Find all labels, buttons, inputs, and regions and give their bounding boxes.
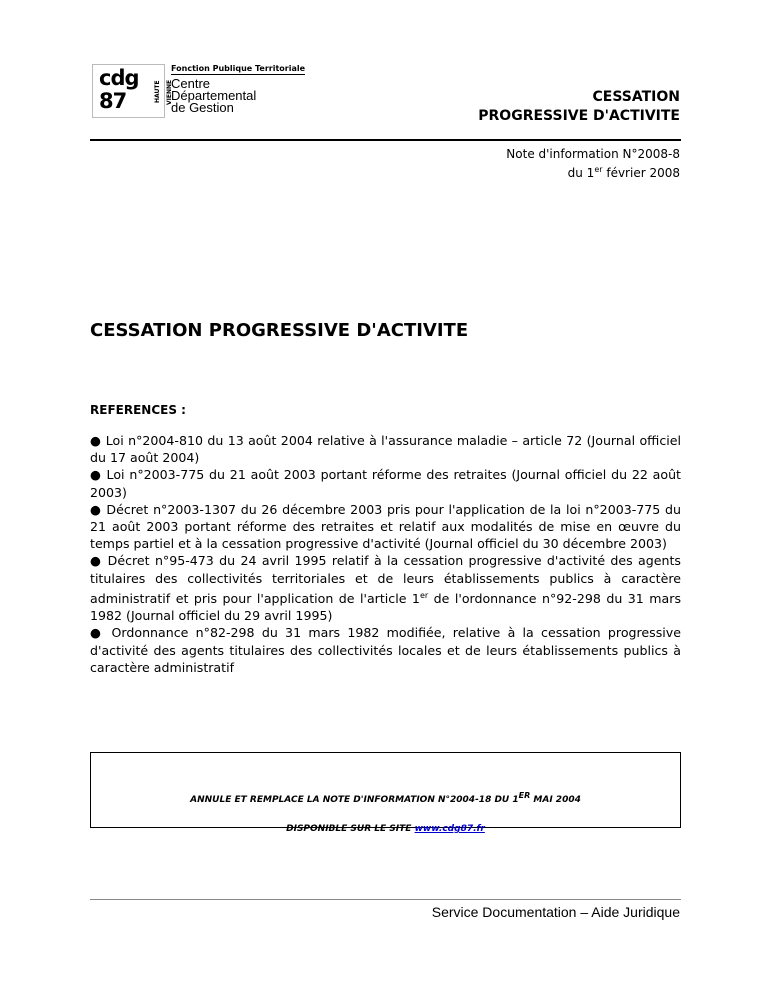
- website-link[interactable]: www.cdg87.fr: [414, 824, 485, 834]
- note-date-rest: février 2008: [602, 166, 680, 180]
- logo-org-line: Fonction Publique Territoriale: [171, 64, 306, 73]
- logo-vertical-text: HAUTE VIENNE: [154, 79, 173, 105]
- notice-replaces-text-end: MAI 2004: [530, 795, 581, 805]
- reference-item: ● Ordonnance n°82-298 du 31 mars 1982 modifiée, relative à la cessation progressive d'activité des agents titulaires des collectivités locales et de leurs établissements publics à caractère administratif: [90, 625, 681, 675]
- header-title-line2: PROGRESSIVE D'ACTIVITE: [478, 108, 680, 124]
- notice-availability: [91, 824, 680, 834]
- note-date-prefix: du 1: [567, 166, 595, 180]
- footer-text: Service Documentation – Aide Juridique: [431, 904, 680, 920]
- logo-letters-line2: 87: [99, 89, 127, 113]
- reference-item-sup: er: [419, 590, 429, 600]
- notice-replaces-sup: ER: [518, 791, 531, 800]
- logo-name: [171, 78, 256, 114]
- notice-replaces: [91, 791, 680, 805]
- header-title: [478, 88, 680, 126]
- notice-availability-text: DISPONIBLE SUR LE SITE: [286, 824, 415, 834]
- reference-item: ● Loi n°2003-775 du 21 août 2003 portant réforme des retraites (Journal officiel du 22 août 2003): [90, 467, 681, 500]
- reference-item-part: de l'ordonnance n°92-298 du 31 mars 1982 (Journal officiel du 29 avril 1995): [90, 591, 682, 624]
- note-date: [506, 162, 680, 181]
- logo-name-3: de Gestion: [171, 100, 234, 115]
- header-divider: [90, 139, 681, 141]
- logo-name-2: Départemental: [171, 88, 257, 103]
- references-list: [90, 432, 681, 676]
- footer-divider: [90, 899, 681, 900]
- logo-letters: [99, 67, 139, 113]
- logo-name-1: Centre: [171, 76, 211, 91]
- note-number: Note d'information N°2008-8: [506, 147, 680, 161]
- logo-mark: [92, 64, 173, 118]
- reference-item-part: ● Décret n°95-473 du 24 avril 1995 relatif à la cessation progressive d'activité des agents titulaires des collectivités territoriales et de leurs établissements publics à caractère administratif et pris pour l'application de l'article 1: [90, 553, 681, 607]
- references-heading: REFERENCES :: [90, 403, 186, 417]
- note-reference: [506, 146, 680, 181]
- reference-item: ● Décret n°2003-1307 du 26 décembre 2003 pris pour l'application de la loi n°2003-775 du 21 août 2003 portant réforme des retraites et relatif aux modalités de mise en œuvre du temps partiel et à la cessation progressive d'activité (Journal officiel du 30 décembre 2003): [90, 501, 681, 552]
- reference-item: ● Loi n°2004-810 du 13 août 2004 relative à l'assurance maladie – article 72 (Journal officiel du 17 août 2004): [90, 433, 681, 466]
- cdg87-logo: [92, 64, 306, 118]
- logo-letters-line1: cdg: [99, 66, 139, 90]
- notice-replaces-text: ANNULE ET REMPLACE LA NOTE D'INFORMATION N°2004-18 DU 1: [190, 795, 519, 805]
- notice-box: [90, 752, 681, 834]
- header-title-line1: CESSATION: [592, 89, 680, 105]
- note-date-sup: er: [594, 165, 603, 174]
- page-title: CESSATION PROGRESSIVE D'ACTIVITE: [90, 320, 469, 341]
- reference-item: [90, 552, 681, 624]
